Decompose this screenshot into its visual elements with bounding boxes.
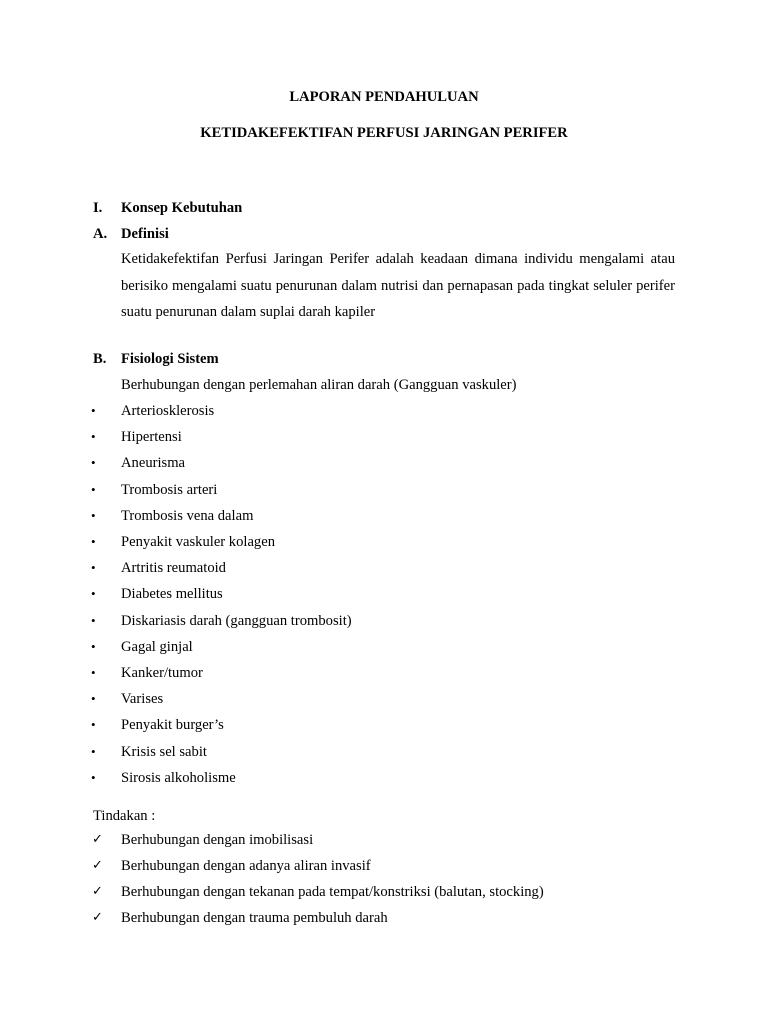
list-item: Trombosis vena dalam xyxy=(121,508,254,524)
bullet-icon: • xyxy=(91,639,96,654)
list-item: Arteriosklerosis xyxy=(121,403,215,419)
bullet-icon: • xyxy=(91,586,96,601)
bullet-icon: • xyxy=(91,482,96,497)
bullet-icon: • xyxy=(91,744,96,759)
document-title: LAPORAN PENDAHULUAN xyxy=(289,89,479,105)
tindakan-item: Berhubungan dengan adanya aliran invasif xyxy=(121,858,371,874)
list-item: Gagal ginjal xyxy=(121,639,193,655)
bullet-icon: • xyxy=(91,717,96,732)
list-item: Varises xyxy=(121,691,164,707)
tindakan-item: Berhubungan dengan trauma pembuluh darah xyxy=(121,910,388,926)
document-subtitle: KETIDAKEFEKTIFAN PERFUSI JARINGAN PERIFER xyxy=(200,125,568,141)
list-item: Diabetes mellitus xyxy=(121,586,223,602)
tindakan-item: Berhubungan dengan imobilisasi xyxy=(121,832,314,848)
bullet-icon: • xyxy=(91,403,96,418)
list-item: Aneurisma xyxy=(121,455,186,471)
definition-paragraph: Ketidakefektifan Perfusi Jaringan Perifer adalah keadaan dimana individu mengalami atau berisiko mengalami suatu penurunan dalam nutrisi dan pernapasan pada tingkat seluler perifer suatu penurunan dalam suplai darah kapiler xyxy=(121,251,675,320)
tindakan-label: Tindakan : xyxy=(93,808,156,824)
section-heading: Konsep Kebutuhan xyxy=(121,200,243,216)
bullet-icon: • xyxy=(91,534,96,549)
bullet-icon: • xyxy=(91,455,96,470)
list-item: Trombosis arteri xyxy=(121,482,218,498)
section-number: I. xyxy=(93,200,103,216)
checkmark-icon: ✓ xyxy=(92,858,103,873)
list-item: Penyakit vaskuler kolagen xyxy=(121,534,276,550)
list-item: Hipertensi xyxy=(121,429,182,445)
subsection-heading-fisiologi: Fisiologi Sistem xyxy=(121,351,219,367)
bullet-icon: • xyxy=(91,770,96,785)
bullet-icon: • xyxy=(91,613,96,628)
subsection-letter-a: A. xyxy=(93,226,108,242)
subsection-letter-b: B. xyxy=(93,351,107,367)
subsection-heading-definisi: Definisi xyxy=(121,226,169,242)
fisiologi-intro: Berhubungan dengan perlemahan aliran darah (Gangguan vaskuler) xyxy=(121,377,517,393)
tindakan-item: Berhubungan dengan tekanan pada tempat/konstriksi (balutan, stocking) xyxy=(121,884,544,900)
list-item: Kanker/tumor xyxy=(121,665,203,681)
checkmark-icon: ✓ xyxy=(92,884,103,899)
list-item: Artritis reumatoid xyxy=(121,560,226,576)
list-item: Penyakit burger’s xyxy=(121,717,224,733)
bullet-icon: • xyxy=(91,691,96,706)
bullet-icon: • xyxy=(91,665,96,680)
list-item: Sirosis alkoholisme xyxy=(121,770,236,786)
checkmark-icon: ✓ xyxy=(92,910,103,925)
bullet-icon: • xyxy=(91,560,96,575)
bullet-icon: • xyxy=(91,508,96,523)
list-item: Krisis sel sabit xyxy=(121,744,207,760)
bullet-icon: • xyxy=(91,429,96,444)
list-item: Diskariasis darah (gangguan trombosit) xyxy=(121,613,352,629)
checkmark-icon: ✓ xyxy=(92,832,103,847)
